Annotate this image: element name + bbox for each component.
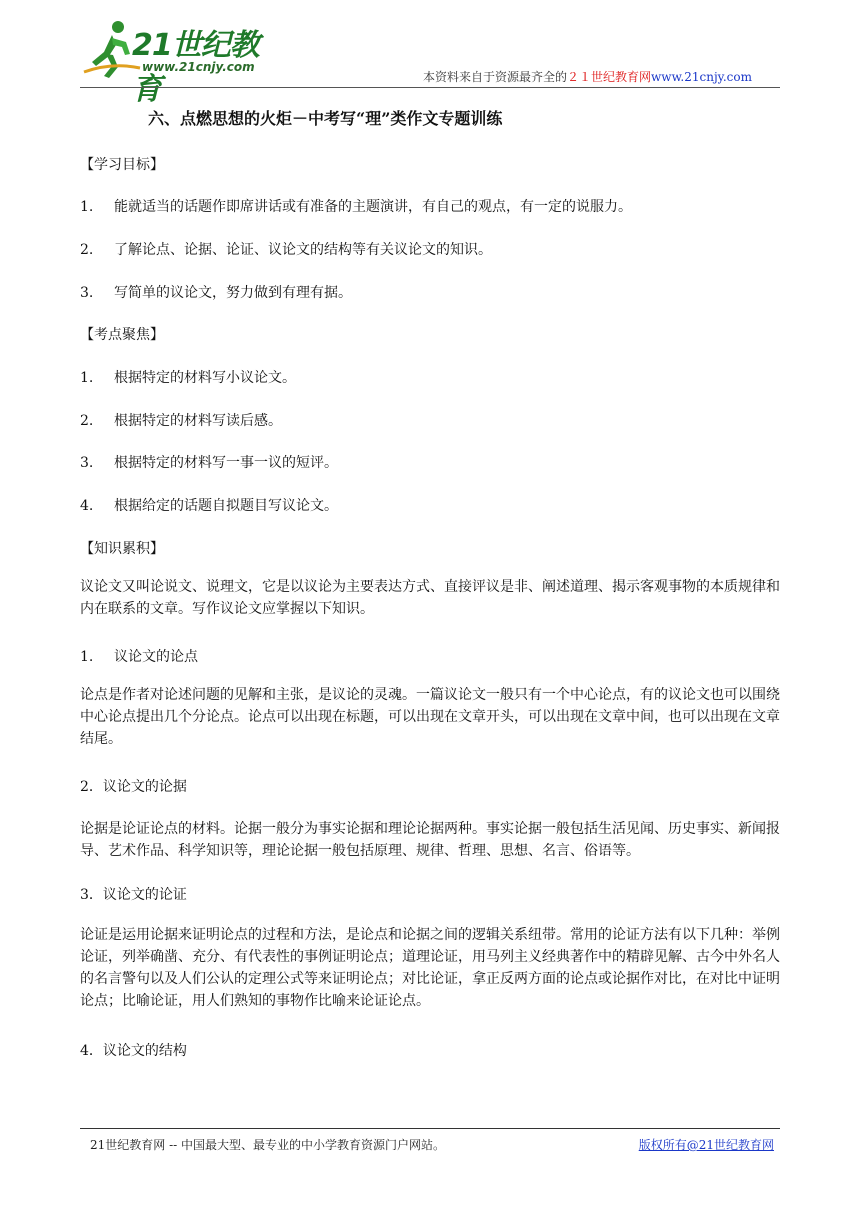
list-item-number: 3. [80,285,94,301]
thesis-paragraph: 论点是作者对论述问题的见解和主张，是议论的灵魂。一篇议论文一般只有一个中心论点，有的议论文也可以围绕中心论点提出几个分论点。论点可以出现在标题，可以出现在文章开头，可以出现在文章中间，也可以出现在文章结尾。 [80,687,780,747]
list-item-number: 3. [80,455,94,471]
footer-divider [80,1128,780,1129]
document-title: 六、点燃思想的火炬－中考写“理”类作文专题训练 [148,109,503,128]
header-note-site-name[interactable]: ２１世纪教育网 [567,70,652,84]
subheading-number: 1. [80,649,94,665]
heading-knowledge: 【知识累积】 [80,541,164,557]
header-note-url[interactable]: www.21cnjy.com [651,70,752,84]
subheading-text: 议论文的论点 [114,649,198,665]
footer-site-description: 21世纪教育网 -- 中国最大型、最专业的中小学教育资源门户网站。 [90,1138,446,1152]
list-item [80,367,296,387]
list-item-number: 2. [80,413,94,429]
list-item [80,196,632,216]
list-item-text: 根据特定的材料写一事一议的短评。 [114,455,338,471]
site-logo[interactable] [82,18,282,107]
knowledge-intro-paragraph: 议论文又叫论说文、说理文，它是以议论为主要表达方式、直接评议是非、阐述道理、揭示客观事物的本质规律和内在联系的文章。写作议论文应掌握以下知识。 [80,579,780,617]
list-item [80,495,338,515]
argumentation-paragraph: 论证是运用论据来证明论点的过程和方法，是论点和论据之间的逻辑关系纽带。常用的论证方法有以下几种：举例论证，列举确凿、充分、有代表性的事例证明论点；道理论证，用马列主义经典著作中的精辟见解、古今中外名人的名言警句以及人们公认的定理公式等来证明论点；对比论证，拿正反两方面的论点或论据作对比，在对比中证明论点；比喻论证，用人们熟知的事物作比喻来论证论点。 [80,927,780,1009]
subheading-argumentation: 3．议论文的论证 [80,887,187,903]
list-item-text: 能就适当的话题作即席讲话或有准备的主题演讲，有自己的观点，有一定的说服力。 [114,199,632,215]
footer-copyright-link[interactable]: 版权所有@21世纪教育网 [638,1138,774,1152]
list-item [80,239,492,259]
header-divider [80,87,780,88]
subheading-thesis [80,646,198,666]
list-item [80,410,282,430]
header-source-note [423,68,752,85]
header-note-prefix: 本资料来自于资源最齐全的 [423,70,568,84]
list-item [80,452,338,472]
list-item-text: 写简单的议论文，努力做到有理有据。 [114,285,352,301]
subheading-evidence: 2．议论文的论据 [80,779,187,795]
list-item-number: 1. [80,199,94,215]
heading-exam-focus: 【考点聚焦】 [80,327,164,343]
evidence-paragraph: 论据是论证论点的材料。论据一般分为事实论据和理论论据两种。事实论据一般包括生活见闻、历史事实、新闻报导、艺术作品、科学知识等，理论论据一般包括原理、规律、哲理、思想、名言、俗语等。 [80,821,780,859]
list-item-number: 1. [80,370,94,386]
logo-url-text: www.21cnjy.com [142,60,255,74]
list-item-text: 根据特定的材料写读后感。 [114,413,282,429]
list-item-text: 根据给定的话题自拟题目写议论文。 [114,498,338,514]
list-item-number: 4. [80,498,94,514]
subheading-structure: 4．议论文的结构 [80,1043,187,1059]
list-item [80,282,352,302]
logo-brand-text: 21世纪教育 [132,28,259,107]
list-item-text: 了解论点、论据、论证、议论文的结构等有关议论文的知识。 [114,242,492,258]
heading-learning-goals: 【学习目标】 [80,157,164,173]
list-item-text: 根据特定的材料写小议论文。 [114,370,296,386]
list-item-number: 2. [80,242,94,258]
